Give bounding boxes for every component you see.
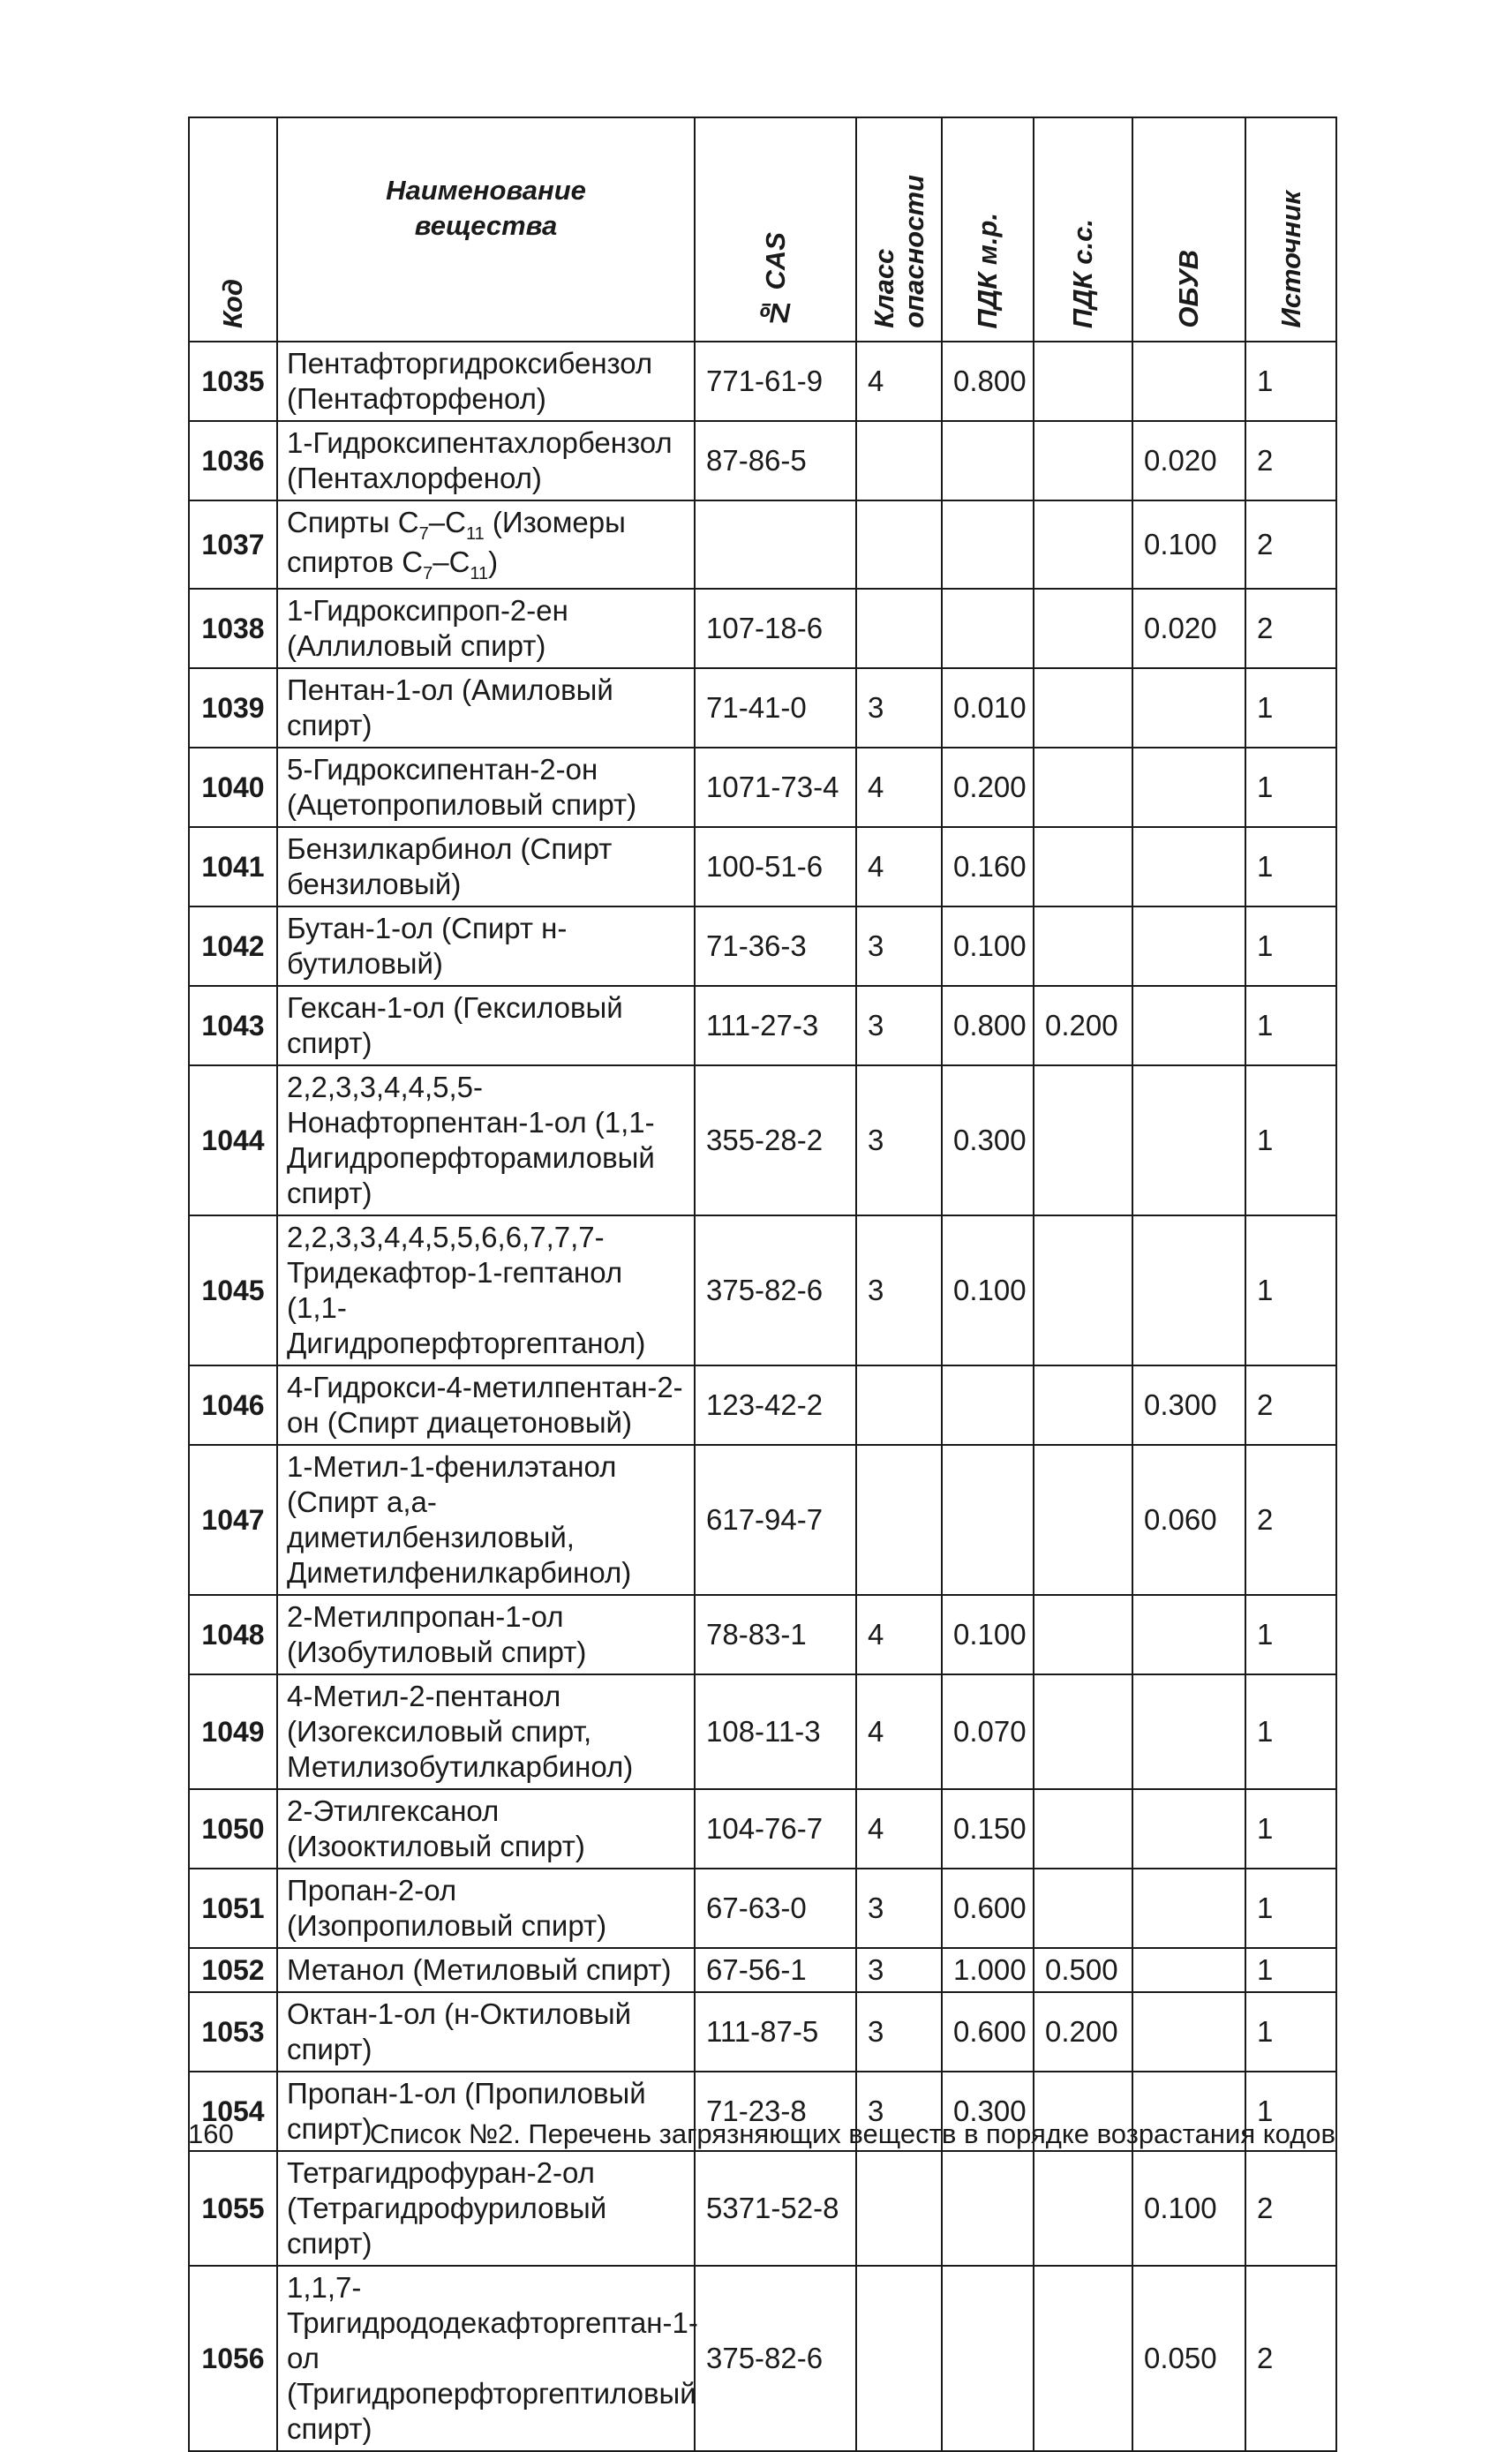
cell-hazard-class xyxy=(856,2151,942,2266)
cell-obuv xyxy=(1132,748,1245,827)
cell-code: 1054 xyxy=(189,2072,277,2151)
cell-source: 2 xyxy=(1245,1445,1336,1595)
cell-cas: 108-11-3 xyxy=(695,1674,856,1789)
table-row xyxy=(189,2266,1336,2451)
cell-source: 1 xyxy=(1245,1674,1336,1789)
cell-pdk-ss xyxy=(1034,1215,1132,1365)
cell-pdk-mr: 0.100 xyxy=(942,1595,1034,1674)
cell-pdk-mr: 0.300 xyxy=(942,1065,1034,1215)
cell-hazard-class: 3 xyxy=(856,1065,942,1215)
header-name-line1: Наименование xyxy=(386,175,586,206)
cell-code: 1053 xyxy=(189,1992,277,2072)
cell-pdk-ss xyxy=(1034,2151,1132,2266)
cell-hazard-class: 3 xyxy=(856,1869,942,1948)
cell-hazard-class xyxy=(856,1365,942,1445)
cell-code: 1055 xyxy=(189,2151,277,2266)
cell-pdk-ss xyxy=(1034,1869,1132,1948)
table-row xyxy=(189,1215,1336,1365)
cell-cas: 1071-73-4 xyxy=(695,748,856,827)
cell-name: Спирты $C_7-C_{11}$ (Изомеры спиртов $C_7-C_{11}$) xyxy=(277,500,695,589)
cell-code: 1040 xyxy=(189,748,277,827)
cell-hazard-class: 3 xyxy=(856,1948,942,1992)
cell-name: 1-Гидроксипентахлорбензол (Пентахлорфенол) xyxy=(277,421,695,500)
cell-pdk-ss xyxy=(1034,1445,1132,1595)
cell-cas: 123-42-2 xyxy=(695,1365,856,1445)
cell-name: Пентан-1-ол (Амиловый спирт) xyxy=(277,668,695,748)
table-row xyxy=(189,2151,1336,2266)
cell-obuv xyxy=(1132,1595,1245,1674)
cell-cas: 375-82-6 xyxy=(695,1215,856,1365)
cell-source: 2 xyxy=(1245,1365,1336,1445)
table-row xyxy=(189,589,1336,668)
table-row xyxy=(189,1869,1336,1948)
cell-cas: 67-56-1 xyxy=(695,1948,856,1992)
cell-source: 2 xyxy=(1245,421,1336,500)
table-row xyxy=(189,986,1336,1065)
header-name xyxy=(277,117,695,342)
cell-source: 1 xyxy=(1245,1065,1336,1215)
table-row xyxy=(189,421,1336,500)
cell-source: 2 xyxy=(1245,2266,1336,2451)
cell-cas: 375-82-6 xyxy=(695,2266,856,2451)
table-row xyxy=(189,827,1336,906)
cell-pdk-ss xyxy=(1034,1365,1132,1445)
cell-hazard-class xyxy=(856,500,942,589)
cell-hazard-class: 3 xyxy=(856,906,942,986)
table-row xyxy=(189,1445,1336,1595)
footer-title: Список №2. Перечень загрязняющих веществ в порядке возрастания кодов xyxy=(369,2118,1335,2149)
cell-code: 1038 xyxy=(189,589,277,668)
cell-name: Бензилкарбинол (Спирт бензиловый) xyxy=(277,827,695,906)
cell-obuv xyxy=(1132,1948,1245,1992)
cell-hazard-class: 4 xyxy=(856,1789,942,1869)
cell-pdk-mr: 0.600 xyxy=(942,1992,1034,2072)
cell-hazard-class: 3 xyxy=(856,1215,942,1365)
page-number: 160 xyxy=(188,2118,234,2149)
cell-pdk-mr xyxy=(942,2151,1034,2266)
cell-hazard-class: 4 xyxy=(856,342,942,421)
cell-name: 2,2,3,3,4,4,5,5-Нонафторпентан-1-ол (1,1-Дигидроперфторамиловый спирт) xyxy=(277,1065,695,1215)
cell-name: 2,2,3,3,4,4,5,5,6,6,7,7,7-Тридекафтор-1-гептанол (1,1-Дигидроперфторгептанол) xyxy=(277,1215,695,1365)
header-obuv: ОБУВ xyxy=(1132,117,1245,342)
cell-obuv: 0.300 xyxy=(1132,1365,1245,1445)
cell-pdk-ss xyxy=(1034,1674,1132,1789)
cell-source: 1 xyxy=(1245,1869,1336,1948)
cell-pdk-ss xyxy=(1034,589,1132,668)
table-row xyxy=(189,1065,1336,1215)
cell-pdk-ss: 0.500 xyxy=(1034,1948,1132,1992)
cell-pdk-ss xyxy=(1034,1595,1132,1674)
cell-obuv xyxy=(1132,1789,1245,1869)
cell-pdk-ss: 0.200 xyxy=(1034,986,1132,1065)
cell-pdk-mr: 0.800 xyxy=(942,986,1034,1065)
cell-obuv: 0.020 xyxy=(1132,421,1245,500)
cell-name: 1-Гидроксипроп-2-ен (Аллиловый спирт) xyxy=(277,589,695,668)
cell-cas: 107-18-6 xyxy=(695,589,856,668)
cell-source: 1 xyxy=(1245,1595,1336,1674)
table-row xyxy=(189,1595,1336,1674)
cell-hazard-class xyxy=(856,421,942,500)
header-pdk-ss: ПДК с.с. xyxy=(1034,117,1132,342)
subscript: 11 xyxy=(470,564,489,583)
cell-cas: 87-86-5 xyxy=(695,421,856,500)
cell-obuv xyxy=(1132,986,1245,1065)
cell-pdk-mr: 0.010 xyxy=(942,668,1034,748)
cell-pdk-mr: 1.000 xyxy=(942,1948,1034,1992)
cell-cas: 78-83-1 xyxy=(695,1595,856,1674)
cell-obuv: 0.020 xyxy=(1132,589,1245,668)
cell-code: 1049 xyxy=(189,1674,277,1789)
cell-hazard-class xyxy=(856,589,942,668)
cell-name: 4-Метил-2-пентанол (Изогексиловый спирт, Метилизобутилкарбинол) xyxy=(277,1674,695,1789)
cell-obuv xyxy=(1132,342,1245,421)
cell-name: 1,1,7-Тригидрододекафторгептан-1-ол (Тригидроперфторгептиловый спирт) xyxy=(277,2266,695,2451)
cell-pdk-mr: 0.300 xyxy=(942,2072,1034,2151)
header-pdk-mr: ПДК м.р. xyxy=(942,117,1034,342)
cell-hazard-class: 4 xyxy=(856,748,942,827)
cell-cas: 355-28-2 xyxy=(695,1065,856,1215)
cell-name: 2-Метилпропан-1-ол (Изобутиловый спирт) xyxy=(277,1595,695,1674)
cell-hazard-class: 3 xyxy=(856,986,942,1065)
cell-source: 1 xyxy=(1245,2072,1336,2151)
table-row xyxy=(189,1365,1336,1445)
cell-code: 1051 xyxy=(189,1869,277,1948)
cell-source: 1 xyxy=(1245,1789,1336,1869)
cell-pdk-mr xyxy=(942,589,1034,668)
cell-obuv xyxy=(1132,1215,1245,1365)
table-row xyxy=(189,1948,1336,1992)
cell-source: 2 xyxy=(1245,589,1336,668)
cell-cas xyxy=(695,500,856,589)
cell-source: 2 xyxy=(1245,500,1336,589)
cell-obuv xyxy=(1132,1065,1245,1215)
cell-cas: 71-36-3 xyxy=(695,906,856,986)
cell-cas: 111-27-3 xyxy=(695,986,856,1065)
header-code: Код xyxy=(189,117,277,342)
cell-pdk-mr: 0.800 xyxy=(942,342,1034,421)
cell-code: 1042 xyxy=(189,906,277,986)
table-row xyxy=(189,1674,1336,1789)
cell-pdk-ss xyxy=(1034,342,1132,421)
cell-code: 1039 xyxy=(189,668,277,748)
cell-pdk-ss: 0.200 xyxy=(1034,1992,1132,2072)
table-row xyxy=(189,906,1336,986)
cell-pdk-mr: 0.070 xyxy=(942,1674,1034,1789)
cell-name: Гексан-1-ол (Гексиловый спирт) xyxy=(277,986,695,1065)
cell-pdk-ss xyxy=(1034,1065,1132,1215)
cell-obuv: 0.100 xyxy=(1132,2151,1245,2266)
cell-code: 1041 xyxy=(189,827,277,906)
cell-pdk-ss xyxy=(1034,421,1132,500)
header-row xyxy=(189,117,1336,342)
header-cas: № CAS xyxy=(695,117,856,342)
cell-hazard-class: 3 xyxy=(856,2072,942,2151)
header-name-line2: вещества xyxy=(414,210,558,241)
cell-pdk-ss xyxy=(1034,668,1132,748)
cell-code: 1048 xyxy=(189,1595,277,1674)
cell-pdk-mr: 0.150 xyxy=(942,1789,1034,1869)
cell-obuv xyxy=(1132,827,1245,906)
cell-pdk-ss xyxy=(1034,906,1132,986)
cell-cas: 111-87-5 xyxy=(695,1992,856,2072)
cell-name: Пропан-1-ол (Пропиловый спирт) xyxy=(277,2072,695,2151)
cell-pdk-mr: 0.160 xyxy=(942,827,1034,906)
cell-pdk-mr: 0.200 xyxy=(942,748,1034,827)
cell-code: 1045 xyxy=(189,1215,277,1365)
subscript: 7 xyxy=(418,524,429,544)
cell-pdk-mr: 0.600 xyxy=(942,1869,1034,1948)
subscript: 11 xyxy=(465,524,485,544)
cell-cas: 71-23-8 xyxy=(695,2072,856,2151)
cell-hazard-class: 3 xyxy=(856,1992,942,2072)
cell-obuv xyxy=(1132,668,1245,748)
cell-name: Бутан-1-ол (Спирт н-бутиловый) xyxy=(277,906,695,986)
cell-hazard-class xyxy=(856,2266,942,2451)
cell-code: 1044 xyxy=(189,1065,277,1215)
cell-name: Пропан-2-ол (Изопропиловый спирт) xyxy=(277,1869,695,1948)
cell-obuv xyxy=(1132,1674,1245,1789)
header-source: Источник xyxy=(1245,117,1336,342)
cell-source: 1 xyxy=(1245,1948,1336,1992)
cell-obuv xyxy=(1132,1869,1245,1948)
cell-cas: 104-76-7 xyxy=(695,1789,856,1869)
cell-pdk-ss xyxy=(1034,2266,1132,2451)
table-row xyxy=(189,668,1336,748)
cell-source: 1 xyxy=(1245,748,1336,827)
table-row xyxy=(189,1992,1336,2072)
cell-source: 1 xyxy=(1245,1992,1336,2072)
cell-code: 1056 xyxy=(189,2266,277,2451)
cell-code: 1047 xyxy=(189,1445,277,1595)
cell-pdk-mr xyxy=(942,2266,1034,2451)
cell-pdk-mr: 0.100 xyxy=(942,906,1034,986)
cell-cas: 5371-52-8 xyxy=(695,2151,856,2266)
substances-table xyxy=(188,117,1337,2452)
cell-obuv: 0.060 xyxy=(1132,1445,1245,1595)
page-footer xyxy=(188,2118,1335,2162)
cell-code: 1036 xyxy=(189,421,277,500)
cell-code: 1052 xyxy=(189,1948,277,1992)
cell-source: 2 xyxy=(1245,2151,1336,2266)
cell-code: 1050 xyxy=(189,1789,277,1869)
cell-pdk-ss xyxy=(1034,827,1132,906)
cell-cas: 71-41-0 xyxy=(695,668,856,748)
cell-hazard-class xyxy=(856,1445,942,1595)
cell-pdk-mr xyxy=(942,421,1034,500)
cell-source: 1 xyxy=(1245,668,1336,748)
table-row xyxy=(189,500,1336,589)
table-row xyxy=(189,1789,1336,1869)
table-row xyxy=(189,342,1336,421)
cell-name: Метанол (Метиловый спирт) xyxy=(277,1948,695,1992)
cell-hazard-class: 4 xyxy=(856,1674,942,1789)
cell-pdk-mr xyxy=(942,1445,1034,1595)
cell-pdk-ss xyxy=(1034,1789,1132,1869)
cell-cas: 771-61-9 xyxy=(695,342,856,421)
cell-cas: 67-63-0 xyxy=(695,1869,856,1948)
cell-source: 1 xyxy=(1245,342,1336,421)
cell-obuv: 0.100 xyxy=(1132,500,1245,589)
cell-code: 1035 xyxy=(189,342,277,421)
header-hazard-class: Класс опасности xyxy=(856,117,942,342)
cell-source: 1 xyxy=(1245,986,1336,1065)
table-row xyxy=(189,748,1336,827)
cell-pdk-mr xyxy=(942,500,1034,589)
cell-pdk-ss xyxy=(1034,748,1132,827)
cell-name: Тетрагидрофуран-2-ол (Тетрагидрофуриловый спирт) xyxy=(277,2151,695,2266)
cell-code: 1043 xyxy=(189,986,277,1065)
cell-obuv xyxy=(1132,1992,1245,2072)
cell-pdk-ss xyxy=(1034,500,1132,589)
cell-source: 1 xyxy=(1245,1215,1336,1365)
subscript: 7 xyxy=(423,564,433,583)
cell-name: 2-Этилгексанол (Изооктиловый спирт) xyxy=(277,1789,695,1869)
cell-name: 1-Метил-1-фенилэтанол (Спирт а,а-диметилбензиловый, Диметилфенилкарбинол) xyxy=(277,1445,695,1595)
cell-hazard-class: 4 xyxy=(856,827,942,906)
cell-cas: 617-94-7 xyxy=(695,1445,856,1595)
cell-pdk-mr: 0.100 xyxy=(942,1215,1034,1365)
cell-code: 1046 xyxy=(189,1365,277,1445)
cell-name: 5-Гидроксипентан-2-он (Ацетопропиловый спирт) xyxy=(277,748,695,827)
cell-name: Пентафторгидроксибензол (Пентафторфенол) xyxy=(277,342,695,421)
cell-hazard-class: 3 xyxy=(856,668,942,748)
cell-source: 1 xyxy=(1245,827,1336,906)
cell-obuv xyxy=(1132,906,1245,986)
cell-code: 1037 xyxy=(189,500,277,589)
cell-name: Октан-1-ол (н-Октиловый спирт) xyxy=(277,1992,695,2072)
cell-name: 4-Гидрокси-4-метилпентан-2-он (Спирт диацетоновый) xyxy=(277,1365,695,1445)
cell-source: 1 xyxy=(1245,906,1336,986)
cell-pdk-mr xyxy=(942,1365,1034,1445)
cell-cas: 100-51-6 xyxy=(695,827,856,906)
cell-obuv: 0.050 xyxy=(1132,2266,1245,2451)
cell-hazard-class: 4 xyxy=(856,1595,942,1674)
